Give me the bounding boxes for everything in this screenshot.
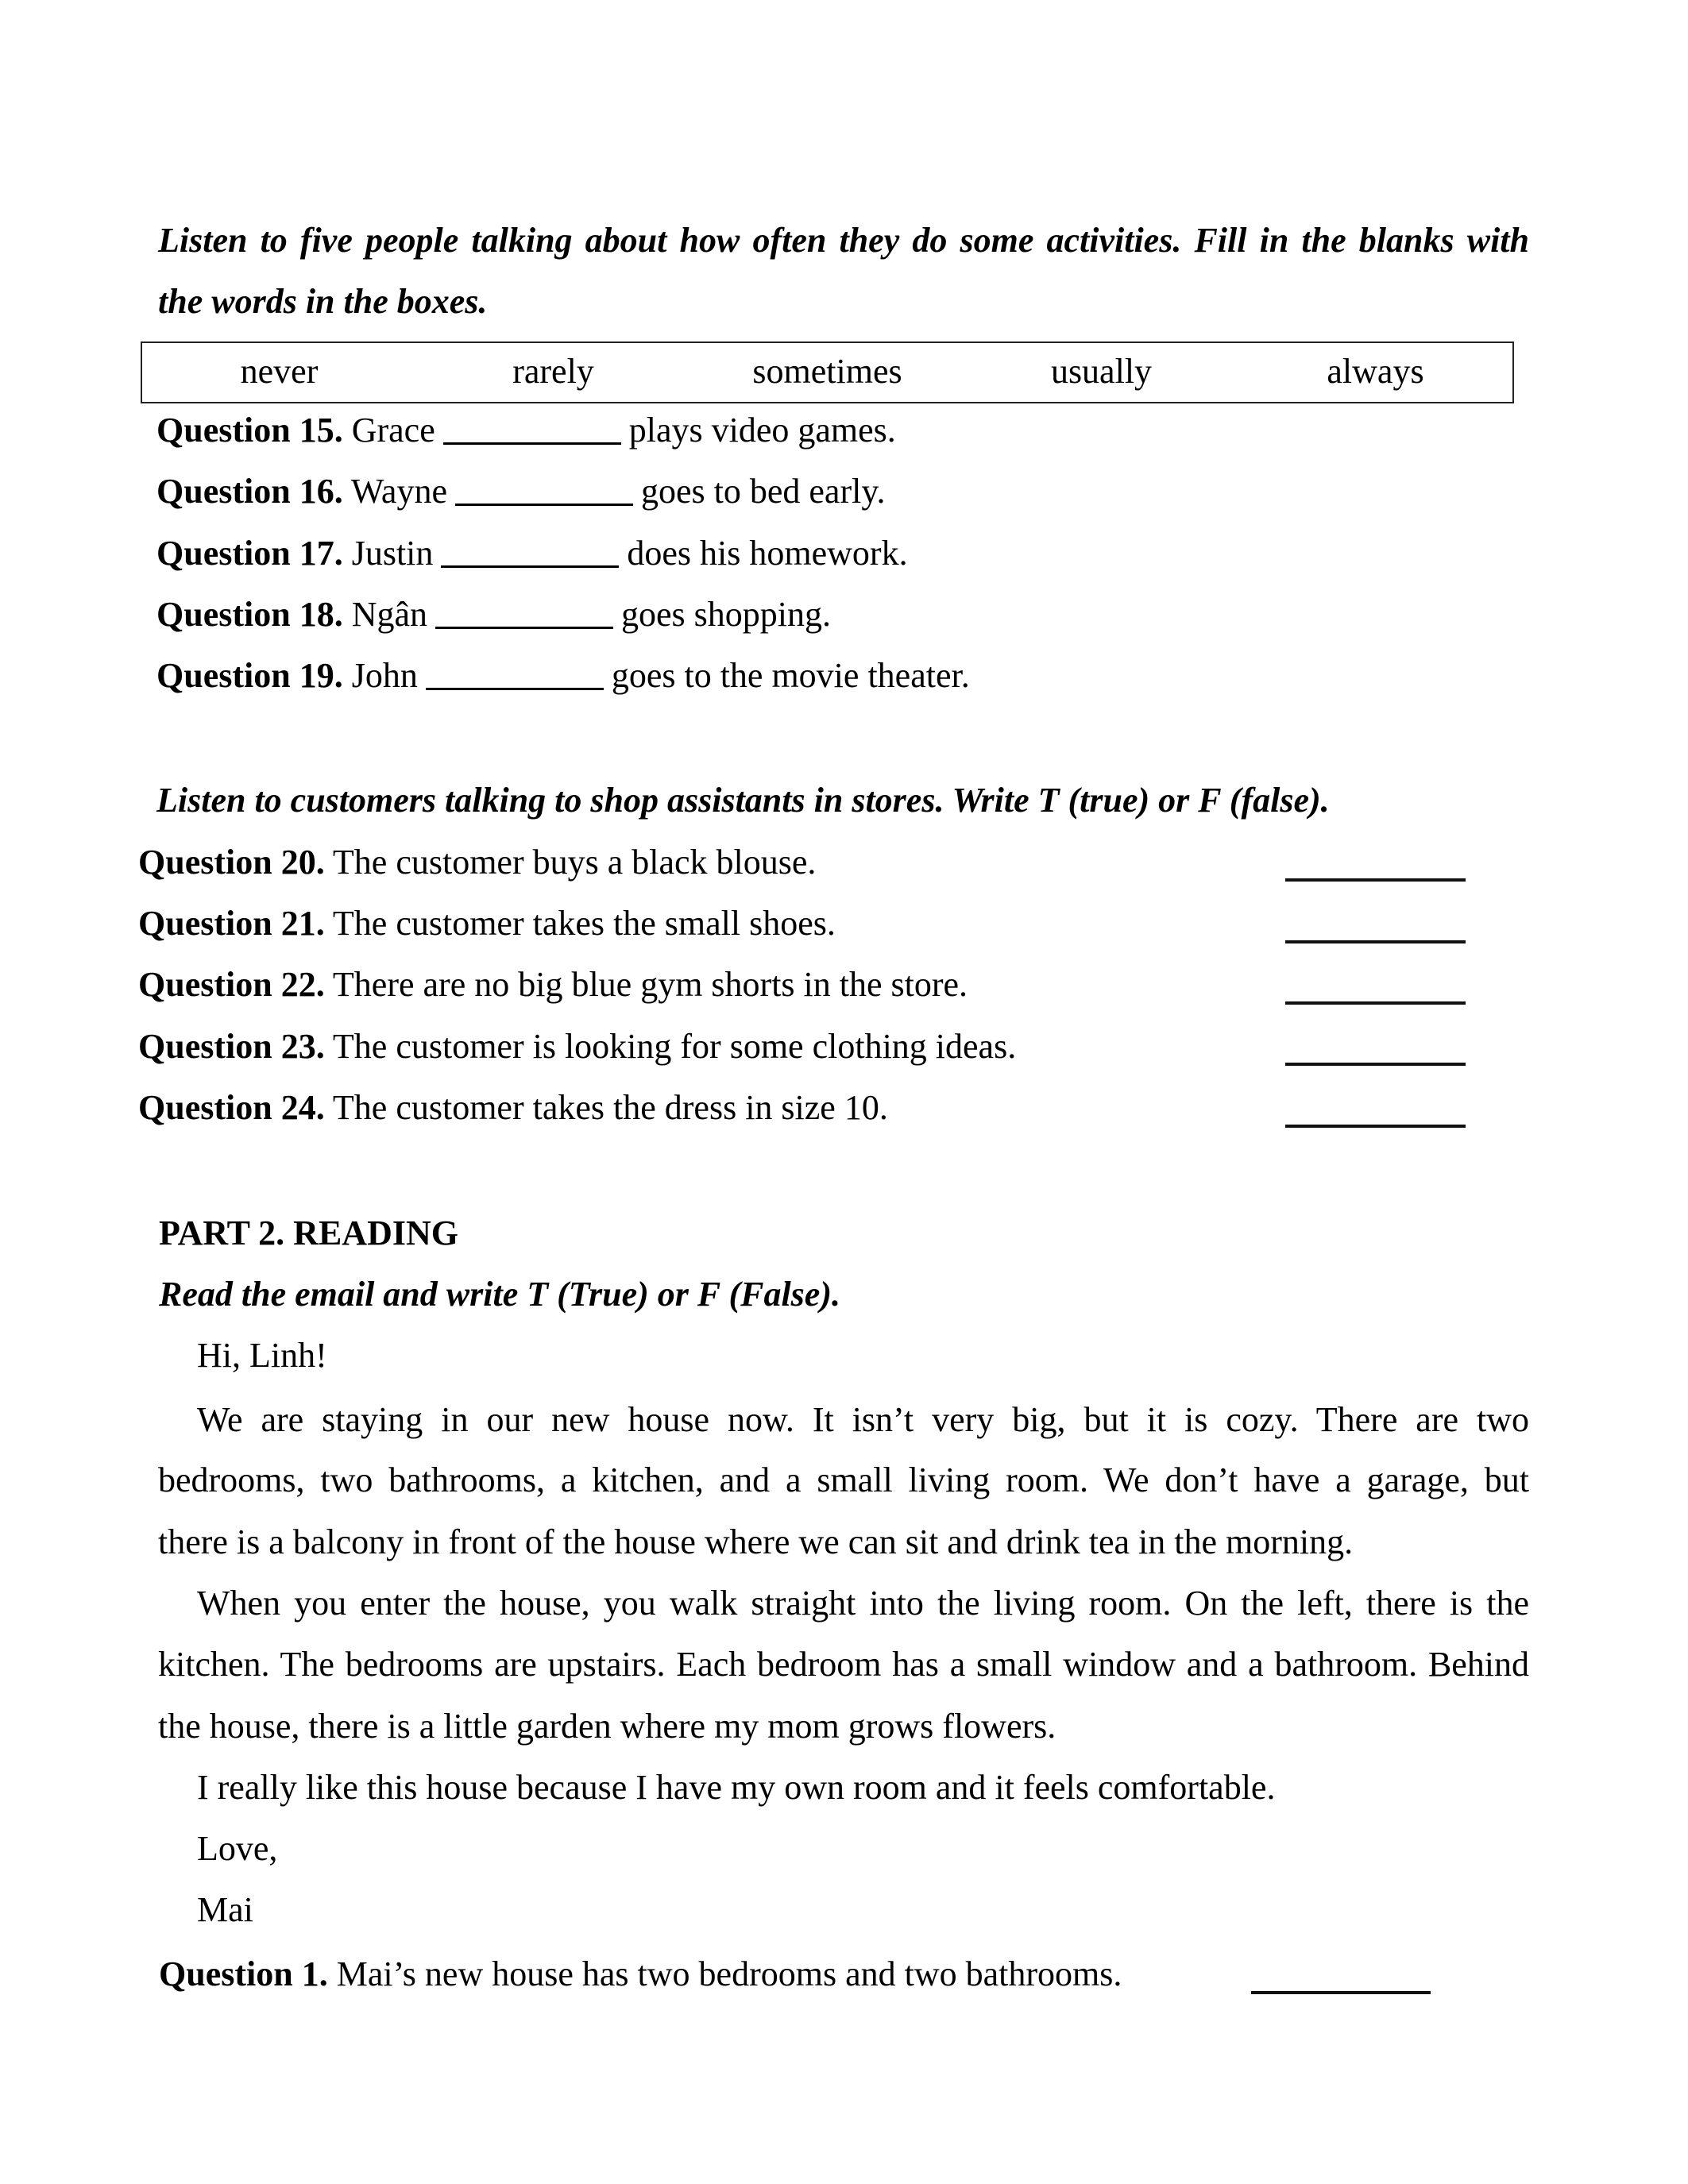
question-1 (159, 1954, 1122, 1995)
question-text: does his homework. (627, 534, 908, 573)
email-para2-line1: When you enter the house, you walk straight into the living room. On the left, there is the (197, 1584, 1529, 1623)
answer-blank-24[interactable] (1285, 1125, 1466, 1128)
word-box (141, 341, 1514, 403)
question-17 (156, 533, 908, 574)
email-para3: I really like this house because I have my own room and it feels comfortable. (197, 1768, 1276, 1807)
question-text: The customer takes the small shoes. (332, 904, 836, 943)
question-text: plays video games. (628, 411, 896, 450)
answer-blank[interactable] (435, 627, 613, 629)
question-text: The customer takes the dress in size 10. (332, 1088, 888, 1127)
instruction-listening-a-line2: the words in the boxes. (158, 282, 488, 321)
email-greeting: Hi, Linh! (197, 1336, 327, 1375)
email-para2-line2: kitchen. The bedrooms are upstairs. Each bedroom has a small window and a bathroom. Behind (158, 1645, 1529, 1684)
question-19 (156, 655, 970, 696)
question-label: Question 24. (138, 1088, 325, 1127)
part-title: PART 2. READING (159, 1214, 458, 1252)
question-text: The customer buys a black blouse. (332, 843, 817, 882)
word-box-item: never (240, 352, 319, 391)
question-22 (138, 964, 968, 1005)
word-box-item: sometimes (752, 352, 902, 391)
email-para1-line3: there is a balcony in front of the house where we can sit and drink tea in the morning. (158, 1522, 1354, 1561)
word-box-item: usually (1050, 352, 1153, 391)
question-text: The customer is looking for some clothing ideas. (332, 1027, 1017, 1066)
question-label: Question 18. (156, 595, 343, 634)
email-para1-line1: We are staying in our new house now. It isn’t very big, but it is cozy. There are two (197, 1400, 1529, 1439)
question-subject: Ngân (351, 595, 428, 634)
question-15 (156, 410, 896, 451)
email-signature: Mai (197, 1890, 253, 1929)
question-subject: Justin (351, 534, 434, 573)
question-label: Question 20. (138, 843, 325, 882)
question-23 (138, 1026, 1016, 1067)
question-label: Question 22. (138, 965, 325, 1004)
word-box-item: rarely (512, 352, 594, 391)
question-label: Question 23. (138, 1027, 325, 1066)
question-subject: John (351, 656, 418, 695)
question-label: Question 21. (138, 904, 325, 943)
answer-blank-20[interactable] (1285, 878, 1466, 882)
question-label: Question 1. (159, 1954, 328, 1993)
question-text: goes to bed early. (641, 472, 886, 511)
question-subject: Wayne (350, 472, 447, 511)
instruction-listening-a-line1: Listen to five people talking about how often they do some activities. Fill in the blanks with (158, 221, 1529, 260)
question-text: There are no big blue gym shorts in the store. (332, 965, 968, 1004)
instruction-listening-b: Listen to customers talking to shop assistants in stores. Write T (true) or F (false). (156, 781, 1330, 820)
question-24 (138, 1087, 888, 1129)
question-label: Question 17. (156, 534, 343, 573)
question-16 (156, 471, 885, 512)
word-box-item: always (1327, 352, 1424, 391)
answer-blank-23[interactable] (1285, 1063, 1466, 1066)
question-21 (138, 903, 836, 944)
question-subject: Grace (351, 411, 435, 450)
question-label: Question 19. (156, 656, 343, 695)
question-label: Question 16. (156, 472, 343, 511)
email-para1-line2: bedrooms, two bathrooms, a kitchen, and a small living room. We don’t have a garage, but (158, 1461, 1529, 1499)
question-18 (156, 594, 831, 635)
question-text: goes shopping. (621, 595, 832, 634)
answer-blank[interactable] (441, 565, 619, 568)
answer-blank-22[interactable] (1285, 1001, 1466, 1005)
answer-blank-1[interactable] (1251, 1991, 1431, 1994)
answer-blank[interactable] (455, 504, 633, 506)
question-label: Question 15. (156, 411, 343, 450)
instruction-reading: Read the email and write T (True) or F (False). (159, 1275, 840, 1314)
answer-blank[interactable] (443, 442, 621, 445)
question-20 (138, 842, 816, 883)
email-closing: Love, (197, 1829, 278, 1868)
question-text: Mai’s new house has two bedrooms and two bathrooms. (336, 1954, 1122, 1993)
email-para2-line3: the house, there is a little garden where my mom grows flowers. (158, 1707, 1056, 1746)
answer-blank-21[interactable] (1285, 940, 1466, 943)
question-text: goes to the movie theater. (611, 656, 970, 695)
answer-blank[interactable] (426, 688, 604, 690)
